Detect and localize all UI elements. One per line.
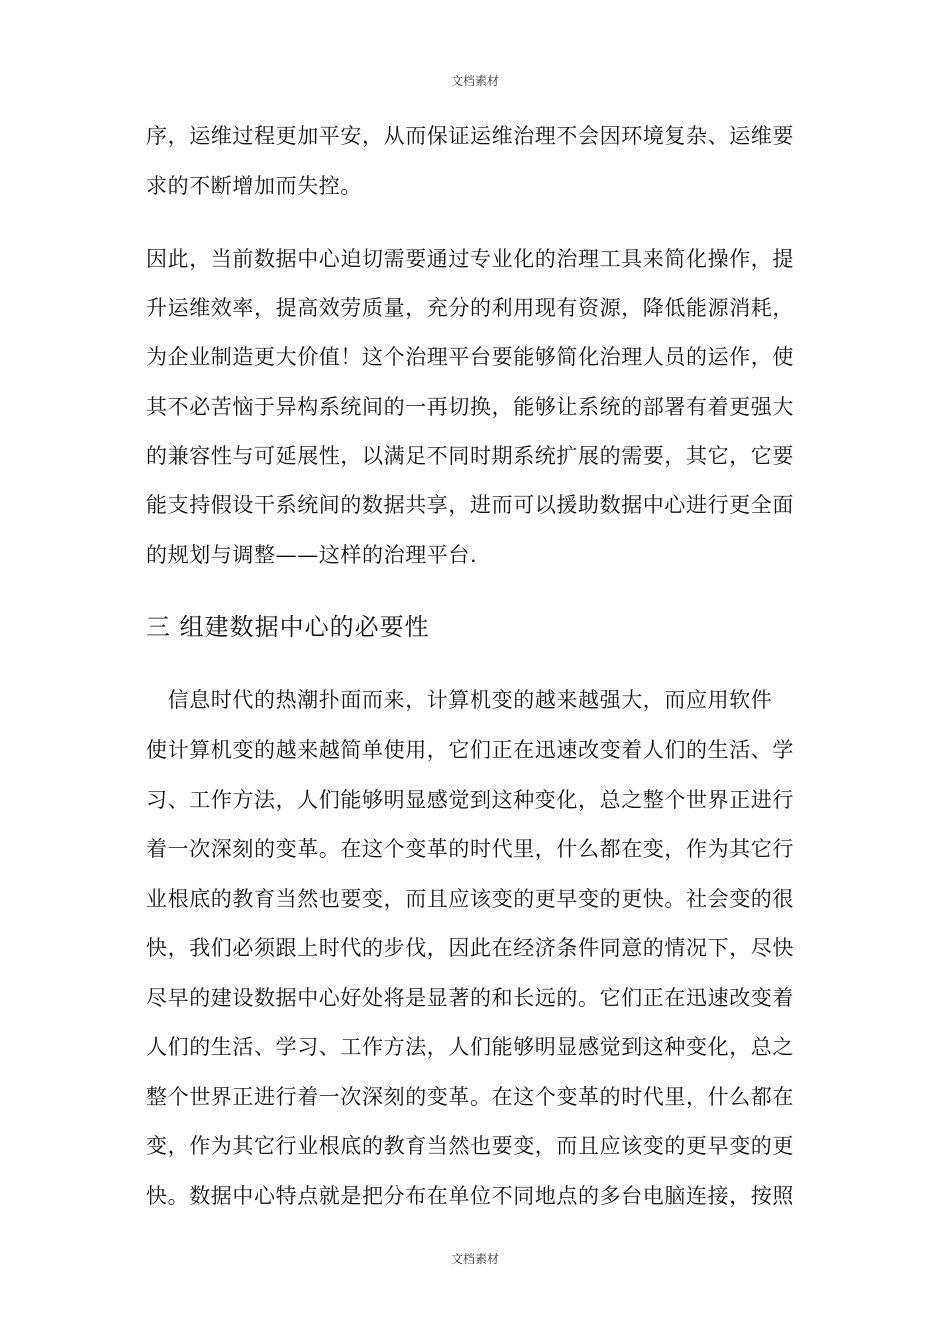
body-text-line: 习、工作方法，人们能够明显感觉到这种变化，总之整个世界正进行 <box>146 788 794 812</box>
body-text-line: 业根底的教育当然也要变，而且应该变的更早变的更快。社会变的很 <box>146 887 794 911</box>
body-text-line: 能支持假设干系统间的数据共享，进而可以援助数据中心进行更全面 <box>146 493 794 517</box>
body-text-line: 求的不断增加而失控。 <box>146 174 362 198</box>
body-text-line: 整个世界正进行着一次深刻的变革。在这个变革的时代里，什么都在 <box>146 1085 794 1109</box>
body-text-line: 其不必苦恼于异构系统间的一再切换，能够让系统的部署有着更强大 <box>146 395 794 419</box>
body-text-line: 使计算机变的越来越简单使用，它们正在迅速改变着人们的生活、学 <box>146 738 794 762</box>
body-text-line: 尽早的建设数据中心好处将是显著的和长远的。它们正在迅速改变着 <box>146 986 794 1010</box>
body-text-line: 为企业制造更大价值！这个治理平台要能够简化治理人员的运作，使 <box>146 345 794 369</box>
body-text-line: 快。数据中心特点就是把分布在单位不同地点的多台电脑连接，按照 <box>146 1184 794 1208</box>
page-footer: 文档素材 <box>450 1252 499 1266</box>
body-text-line: 人们的生活、学习、工作方法，人们能够明显感觉到这种变化，总之 <box>146 1035 794 1059</box>
section-heading: 三 组建数据中心的必要性 <box>146 613 430 641</box>
body-text-line: 信息时代的热潮扑面而来，计算机变的越来越强大，而应用软件 <box>146 688 773 712</box>
page-header: 文档素材 <box>450 74 499 88</box>
body-text-line: 着一次深刻的变革。在这个变革的时代里，什么都在变，作为其它行 <box>146 837 794 861</box>
body-text-line: 因此，当前数据中心迫切需要通过专业化的治理工具来简化操作，提 <box>146 247 794 271</box>
body-text-line: 的规划与调整——这样的治理平台. <box>146 543 478 567</box>
body-text-line: 快，我们必须跟上时代的步伐，因此在经济条件同意的情况下，尽快 <box>146 936 794 960</box>
body-text-line: 升运维效率，提高效劳质量，充分的利用现有资源，降低能源消耗， <box>146 296 794 320</box>
body-text-line: 的兼容性与可延展性，以满足不同时期系统扩展的需要，其它，它要 <box>146 444 794 468</box>
body-text-line: 序，运维过程更加平安，从而保证运维治理不会因环境复杂、运维要 <box>146 124 794 148</box>
body-text-line: 变，作为其它行业根底的教育当然也要变，而且应该变的更早变的更 <box>146 1134 794 1158</box>
